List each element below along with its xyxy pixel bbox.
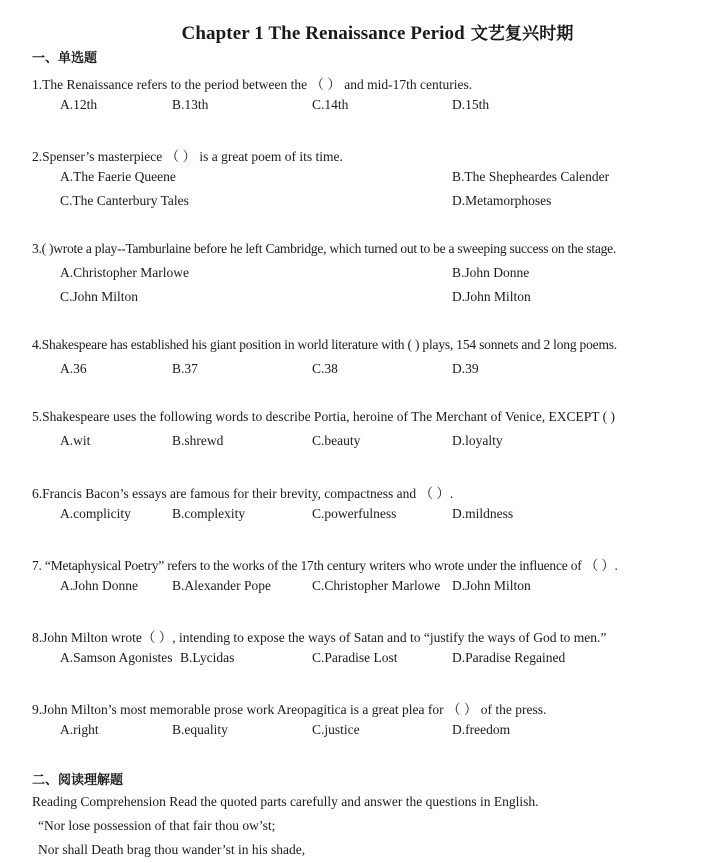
question-9-option-c: C.justice bbox=[312, 722, 360, 737]
question-7-stem: 7. “Metaphysical Poetry” refers to the works of the 17th century writers who wrote under the influence of （ ）. bbox=[32, 558, 618, 573]
question-7-option-b: B.Alexander Pope bbox=[172, 578, 271, 593]
question-8-stem: 8.John Milton wrote（ ）, intending to expose the ways of Satan and to “justify the ways of God to men.” bbox=[32, 630, 607, 645]
question-8-option-d: D.Paradise Regained bbox=[452, 650, 566, 665]
question-4-stem: 4.Shakespeare has established his giant position in world literature with ( ) plays, 154 sonnets and 2 long poems. bbox=[32, 337, 617, 352]
question-3-option-c: C.John Milton bbox=[60, 289, 139, 304]
chapter-title-en: Chapter 1 The Renaissance Period bbox=[181, 23, 465, 44]
question-5-option-c: C.beauty bbox=[312, 433, 361, 448]
section-heading-multiple-choice: 一、单选题 bbox=[32, 51, 98, 66]
question-3-option-d: D.John Milton bbox=[452, 289, 531, 304]
question-9-option-d: D.freedom bbox=[452, 722, 511, 737]
question-1-option-c: C.14th bbox=[312, 97, 349, 112]
question-2-option-b: B.The Shepheardes Calender bbox=[452, 169, 610, 184]
chapter-title bbox=[0, 19, 717, 45]
question-8-option-a: A.Samson Agonistes bbox=[60, 650, 173, 665]
question-2-option-a: A.The Faerie Queene bbox=[60, 169, 176, 184]
question-3-stem: 3.( )wrote a play--Tamburlaine before he left Cambridge, which turned out to be a sweeping success on the stage. bbox=[32, 241, 616, 256]
question-9-option-b: B.equality bbox=[172, 722, 228, 737]
question-8-option-b: B.Lycidas bbox=[180, 650, 235, 665]
question-7-option-d: D.John Milton bbox=[452, 578, 531, 593]
question-3-option-a: A.Christopher Marlowe bbox=[60, 265, 189, 280]
question-2-stem: 2.Spenser’s masterpiece （ ） is a great poem of its time. bbox=[32, 149, 343, 164]
section-heading-reading: 二、阅读理解题 bbox=[32, 773, 124, 788]
question-6-option-a: A.complicity bbox=[60, 506, 131, 521]
chapter-title-cn: 文艺复兴时期 bbox=[470, 24, 574, 44]
question-7-option-a: A.John Donne bbox=[60, 578, 138, 593]
question-5-option-b: B.shrewd bbox=[172, 433, 224, 448]
question-5-stem: 5.Shakespeare uses the following words to describe Portia, heroine of The Merchant of Venice, EXCEPT ( ) bbox=[32, 409, 615, 424]
question-1-stem: 1.The Renaissance refers to the period between the （ ） and mid-17th centuries. bbox=[32, 77, 473, 92]
question-4-option-d: D.39 bbox=[452, 361, 479, 376]
question-9-stem: 9.John Milton’s most memorable prose work Areopagitica is a great plea for （ ） of the press. bbox=[32, 702, 547, 717]
question-8-option-c: C.Paradise Lost bbox=[312, 650, 398, 665]
question-1-option-d: D.15th bbox=[452, 97, 490, 112]
question-6-option-d: D.mildness bbox=[452, 506, 514, 521]
question-2-option-c: C.The Canterbury Tales bbox=[60, 193, 189, 208]
question-6-option-b: B.complexity bbox=[172, 506, 246, 521]
question-4-option-a: A.36 bbox=[60, 361, 87, 376]
question-5-option-d: D.loyalty bbox=[452, 433, 503, 448]
reading-instruction: Reading Comprehension Read the quoted parts carefully and answer the questions in English. bbox=[32, 794, 539, 809]
question-6-stem: 6.Francis Bacon’s essays are famous for their brevity, compactness and （ ）. bbox=[32, 486, 454, 501]
question-4-option-b: B.37 bbox=[172, 361, 198, 376]
question-1-option-a: A.12th bbox=[60, 97, 98, 112]
question-2-option-d: D.Metamorphoses bbox=[452, 193, 552, 208]
question-4-option-c: C.38 bbox=[312, 361, 338, 376]
poem-line-2: Nor shall Death brag thou wander’st in his shade, bbox=[38, 842, 306, 857]
poem-line-1: “Nor lose possession of that fair thou ow’st; bbox=[38, 818, 276, 833]
question-1-option-b: B.13th bbox=[172, 97, 209, 112]
question-5-option-a: A.wit bbox=[60, 433, 91, 448]
question-3-option-b: B.John Donne bbox=[452, 265, 530, 280]
question-6-option-c: C.powerfulness bbox=[312, 506, 397, 521]
question-7-option-c: C.Christopher Marlowe bbox=[312, 578, 441, 593]
question-9-option-a: A.right bbox=[60, 722, 99, 737]
